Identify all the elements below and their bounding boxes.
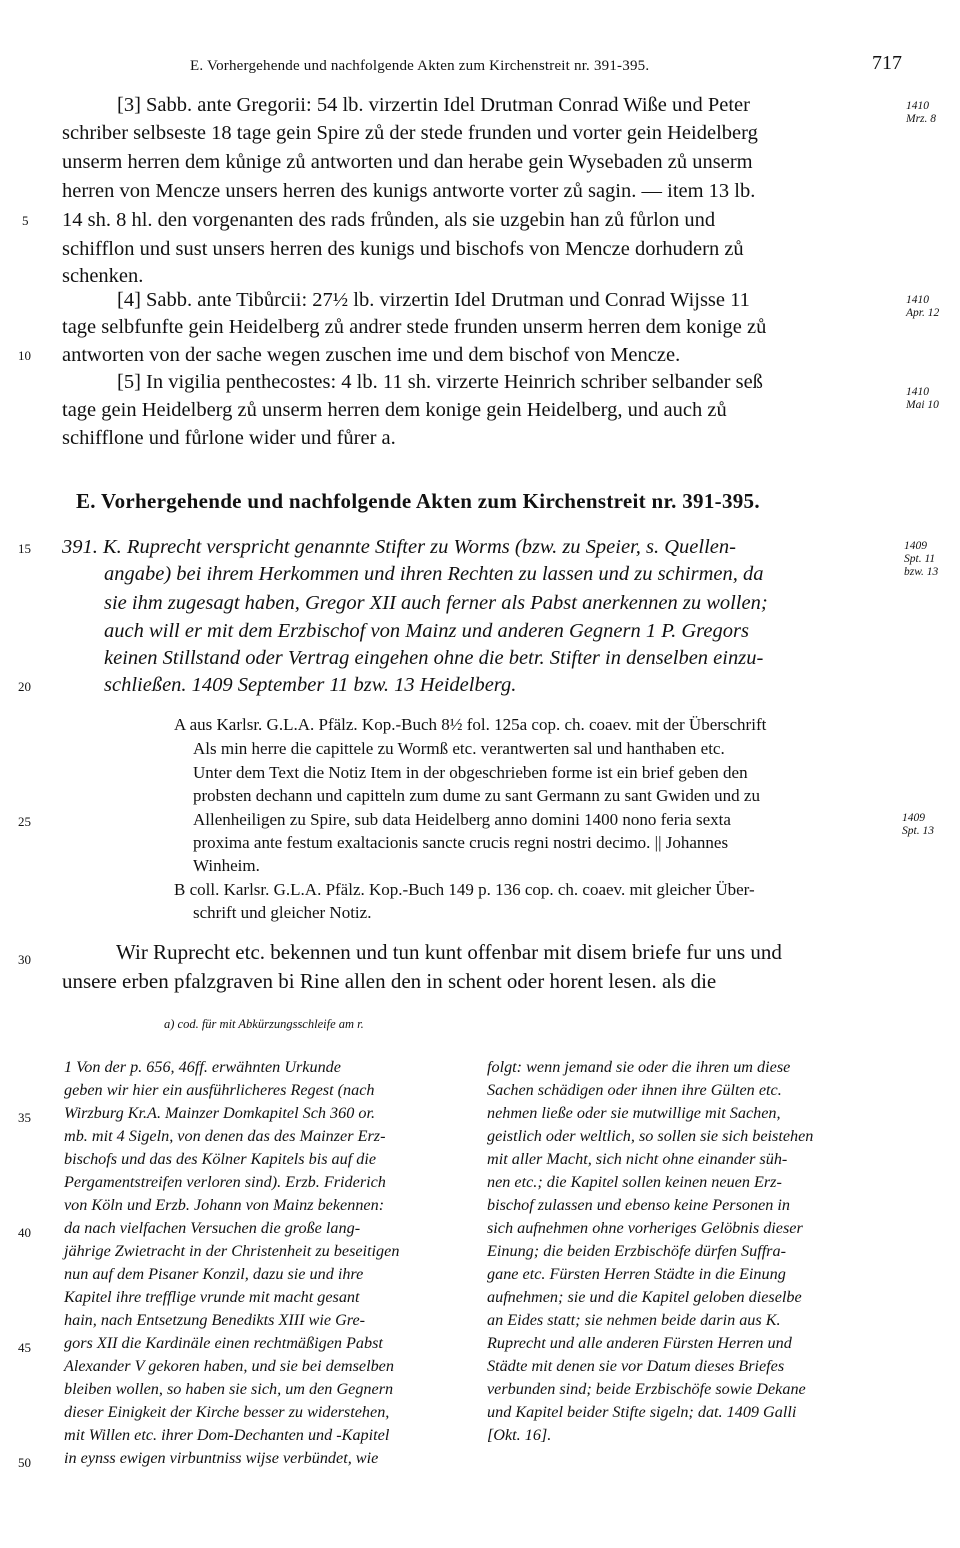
footnote-line: nehmen ließe oder sie mutwillige mit Sachen, (487, 1104, 781, 1122)
footnote-line: aufnehmen; sie und die Kapitel geloben dieselbe (487, 1288, 802, 1306)
footnote-line: Kapitel ihre trefflige vrunde mit macht gesant (64, 1288, 360, 1306)
body-line: [4] Sabb. ante Tibůrcii: 27½ lb. virzertin Idel Drutman und Conrad Wijsse 11 (117, 289, 750, 311)
footnote-line: nen etc.; die Kapitel sollen keinen neuen Erz- (487, 1173, 782, 1191)
margin-note-date: Mrz. 8 (906, 113, 937, 125)
body-line: antworten von der sache wegen zuschen ime und dem bischof von Mencze. (62, 344, 681, 366)
body-line: schriber selbseste 18 tage gein Spire zů der stede frunden und vorter gein Heidelberg (62, 122, 758, 144)
footnote-line: folgt: wenn jemand sie oder die ihren um diese (487, 1058, 791, 1076)
footnote-line: in eynss ewigen virbuntniss wijse verbündet, wie (64, 1449, 379, 1467)
line-number: 50 (18, 1455, 31, 1470)
text-line: Wir Ruprecht etc. bekennen und tun kunt offenbar mit disem briefe fur uns und (116, 940, 782, 964)
line-number: 35 (18, 1110, 31, 1125)
line-number: 30 (18, 952, 31, 967)
margin-date-note (906, 386, 939, 412)
text-line: unsere erben pfalzgraven bi Rine allen den in schent oder horent lesen. als die (62, 969, 717, 993)
body-line: schifflon und sust unsers herren des kunigs und bischofs von Mencze dorhudern zů (62, 238, 744, 260)
body-line: tage gein Heidelberg zů unserm herren dem konige gein Heidelberg, und auch zů (62, 399, 727, 421)
page-number: 717 (872, 52, 902, 74)
source-line: schrift und gleicher Notiz. (193, 903, 372, 922)
source-line: proxima ante festum exaltacionis sancte crucis regni nostri decimo. || Johannes (193, 833, 729, 852)
footnote-line: [Okt. 16]. (487, 1426, 552, 1444)
line-number: 25 (18, 814, 31, 829)
margin-note-year: 1410 (906, 100, 929, 112)
footnote-line: gane etc. Fürsten Herren Städte in die Einung (487, 1265, 786, 1283)
line-number: 5 (22, 213, 29, 228)
margin-date-note (904, 540, 938, 579)
regest-line: keinen Stillstand oder Vertrag eingehen ohne die betr. Stifter in denselben einzu- (104, 647, 764, 669)
margin-note-extra: bzw. 13 (904, 566, 939, 578)
source-line: A aus Karlsr. G.L.A. Pfälz. Kop.-Buch 8½ fol. 125a cop. ch. coaev. mit der Überschrift (174, 715, 767, 734)
source-line: probsten dechann und capitteln zum dume zu sant Germann zu sant Gwiden und zu (193, 786, 760, 805)
line-number: 40 (18, 1225, 31, 1240)
running-head: E. Vorhergehende und nachfolgende Akten zum Kirchenstreit nr. 391-395. (190, 58, 650, 74)
source-line: Unter dem Text die Notiz Item in der obgeschrieben forme ist ein brief geben den (193, 763, 748, 782)
footnote-line: bischofs und das des Kölner Kapitels bis auf die (64, 1150, 377, 1168)
apparatus-note: a) cod. für mit Abkürzungsschleife am r. (164, 1017, 364, 1031)
footnote-line: dieser Einigkeit der Kirche besser zu widerstehen, (64, 1403, 390, 1421)
footnote-line: mb. mit 4 Sigeln, von denen das des Mainzer Erz- (64, 1127, 386, 1145)
line-number: 15 (18, 541, 31, 556)
regest-line: auch will er mit dem Erzbischof von Mainz und anderen Gegnern 1 P. Gregors (104, 620, 749, 642)
regest-line: sie ihm zugesagt haben, Gregor XII auch ferner als Pabst anerkennen zu wollen; (104, 592, 768, 614)
footnote-line: Alexander V gekoren haben, und sie bei demselben (64, 1357, 394, 1375)
margin-note-year: 1410 (906, 386, 929, 398)
footnote-line: Einung; die beiden Erzbischöfe dürfen Suffra- (487, 1242, 786, 1260)
footnote-line: Pergamentstreifen verloren sind). Erzb. Friderich (64, 1173, 386, 1191)
source-line: Als min herre die capittele zu Wormß etc. verantwerten sal und hanthaben etc. (193, 739, 725, 758)
footnote-line: gors XII die Kardinäle einen rechtmäßigen Pabst (64, 1334, 383, 1352)
margin-note-date: Spt. 13 (902, 825, 934, 837)
footnote-line: sich aufnehmen ohne vorheriges Gelöbnis dieser (487, 1219, 803, 1237)
source-line: Allenheiligen zu Spire, sub data Heidelberg anno domini 1400 nono feria sexta (193, 810, 731, 829)
line-number: 45 (18, 1340, 31, 1355)
body-line: [5] In vigilia penthecostes: 4 lb. 11 sh. virzerte Heinrich schriber selbander seß (117, 371, 763, 393)
footnote-line: 1 Von der p. 656, 46ff. erwähnten Urkunde (64, 1058, 341, 1076)
line-number: 10 (18, 348, 31, 363)
margin-note-year: 1410 (906, 294, 929, 306)
footnote-line: hain, nach Entsetzung Benedikts XIII wie Gre- (64, 1311, 366, 1329)
source-line: B coll. Karlsr. G.L.A. Pfälz. Kop.-Buch 149 p. 136 cop. ch. coaev. mit gleicher Über- (174, 880, 755, 899)
margin-date-note (906, 100, 936, 126)
footnote-line: geistlich oder weltlich, so sollen sie sich beistehen (487, 1127, 814, 1145)
section-heading: E. Vorhergehende und nachfolgende Akten zum Kirchenstreit nr. 391-395. (76, 489, 760, 513)
body-line: schifflone und fůrlone wider und fůrer a. (62, 427, 396, 449)
footnote-line: mit Willen etc. ihrer Dom-Dechanten und -Kapitel (64, 1426, 390, 1444)
footnote-line: von Köln und Erzb. Johann von Mainz bekennen: (64, 1196, 385, 1214)
footnote-line: Sachen schädigen oder ihnen ihre Gülten etc. (487, 1081, 782, 1099)
margin-note-year: 1409 (904, 540, 927, 552)
footnote-line: verbunden sind; beide Erzbischöfe sowie Dekane (487, 1380, 806, 1398)
line-number: 20 (18, 679, 31, 694)
margin-note-date: Mai 10 (906, 399, 939, 411)
body-line: unserm herren dem kůnige zů antworten und dan herabe gein Wysebaden zů unserm (62, 151, 753, 173)
regest-line: schließen. 1409 September 11 bzw. 13 Heidelberg. (104, 674, 517, 696)
body-line: herren von Mencze unsers herren des kunigs antworte vorter zů sagin. — item 13 lb. (62, 180, 756, 202)
regest-line: angabe) bei ihrem Herkommen und ihren Rechten zu lassen und zu schirmen, da (104, 563, 764, 585)
footnote-line: mit aller Macht, sich nicht ohne einander süh- (487, 1150, 788, 1168)
body-line: 14 sh. 8 hl. den vorgenanten des rads frůnden, als sie uzgebin han zů fůrlon und (62, 209, 716, 231)
footnote-line: geben wir hier ein ausführlicheres Regest (nach (64, 1081, 375, 1099)
regest-line: 391. K. Ruprecht verspricht genannte Stifter zu Worms (bzw. zu Speier, s. Quellen- (62, 536, 736, 558)
footnote-line: und Kapitel beider Stifte sigeln; dat. 1409 Galli (487, 1403, 797, 1421)
body-line: tage selbfunfte gein Heidelberg zů andrer stede frunden unserm herren dem konige zů (62, 316, 767, 338)
footnote-line: Städte mit denen sie vor Datum dieses Briefes (487, 1357, 785, 1375)
margin-date-note (902, 812, 934, 838)
footnote-line: nun auf dem Pisaner Konzil, dazu sie und ihre (64, 1265, 364, 1283)
footnote-line: bleiben wollen, so haben sie sich, um den Gegnern (64, 1380, 394, 1398)
footnote-line: an Eides statt; sie nehmen beide darin aus K. (487, 1311, 781, 1329)
margin-note-year: 1409 (902, 812, 925, 824)
footnote-line: jährige Zwietracht in der Christenheit zu beseitigen (64, 1242, 400, 1260)
margin-note-date: Spt. 11 (904, 553, 936, 565)
source-line: Winheim. (193, 856, 260, 875)
footnote-line: bischof zulassen und ebenso keine Personen in (487, 1196, 791, 1214)
body-line: [3] Sabb. ante Gregorii: 54 lb. virzertin Idel Drutman Conrad Wiße und Peter (117, 94, 750, 116)
footnote-line: Wirzburg Kr.A. Mainzer Domkapitel Sch 360 or. (64, 1104, 376, 1122)
footnote-line: Ruprecht und alle anderen Fürsten Herren und (487, 1334, 792, 1352)
footnote-line: da nach vielfachen Versuchen die große lang- (64, 1219, 361, 1237)
body-line: schenken. (62, 265, 144, 287)
margin-note-date: Apr. 12 (906, 307, 940, 319)
margin-date-note (906, 294, 939, 320)
